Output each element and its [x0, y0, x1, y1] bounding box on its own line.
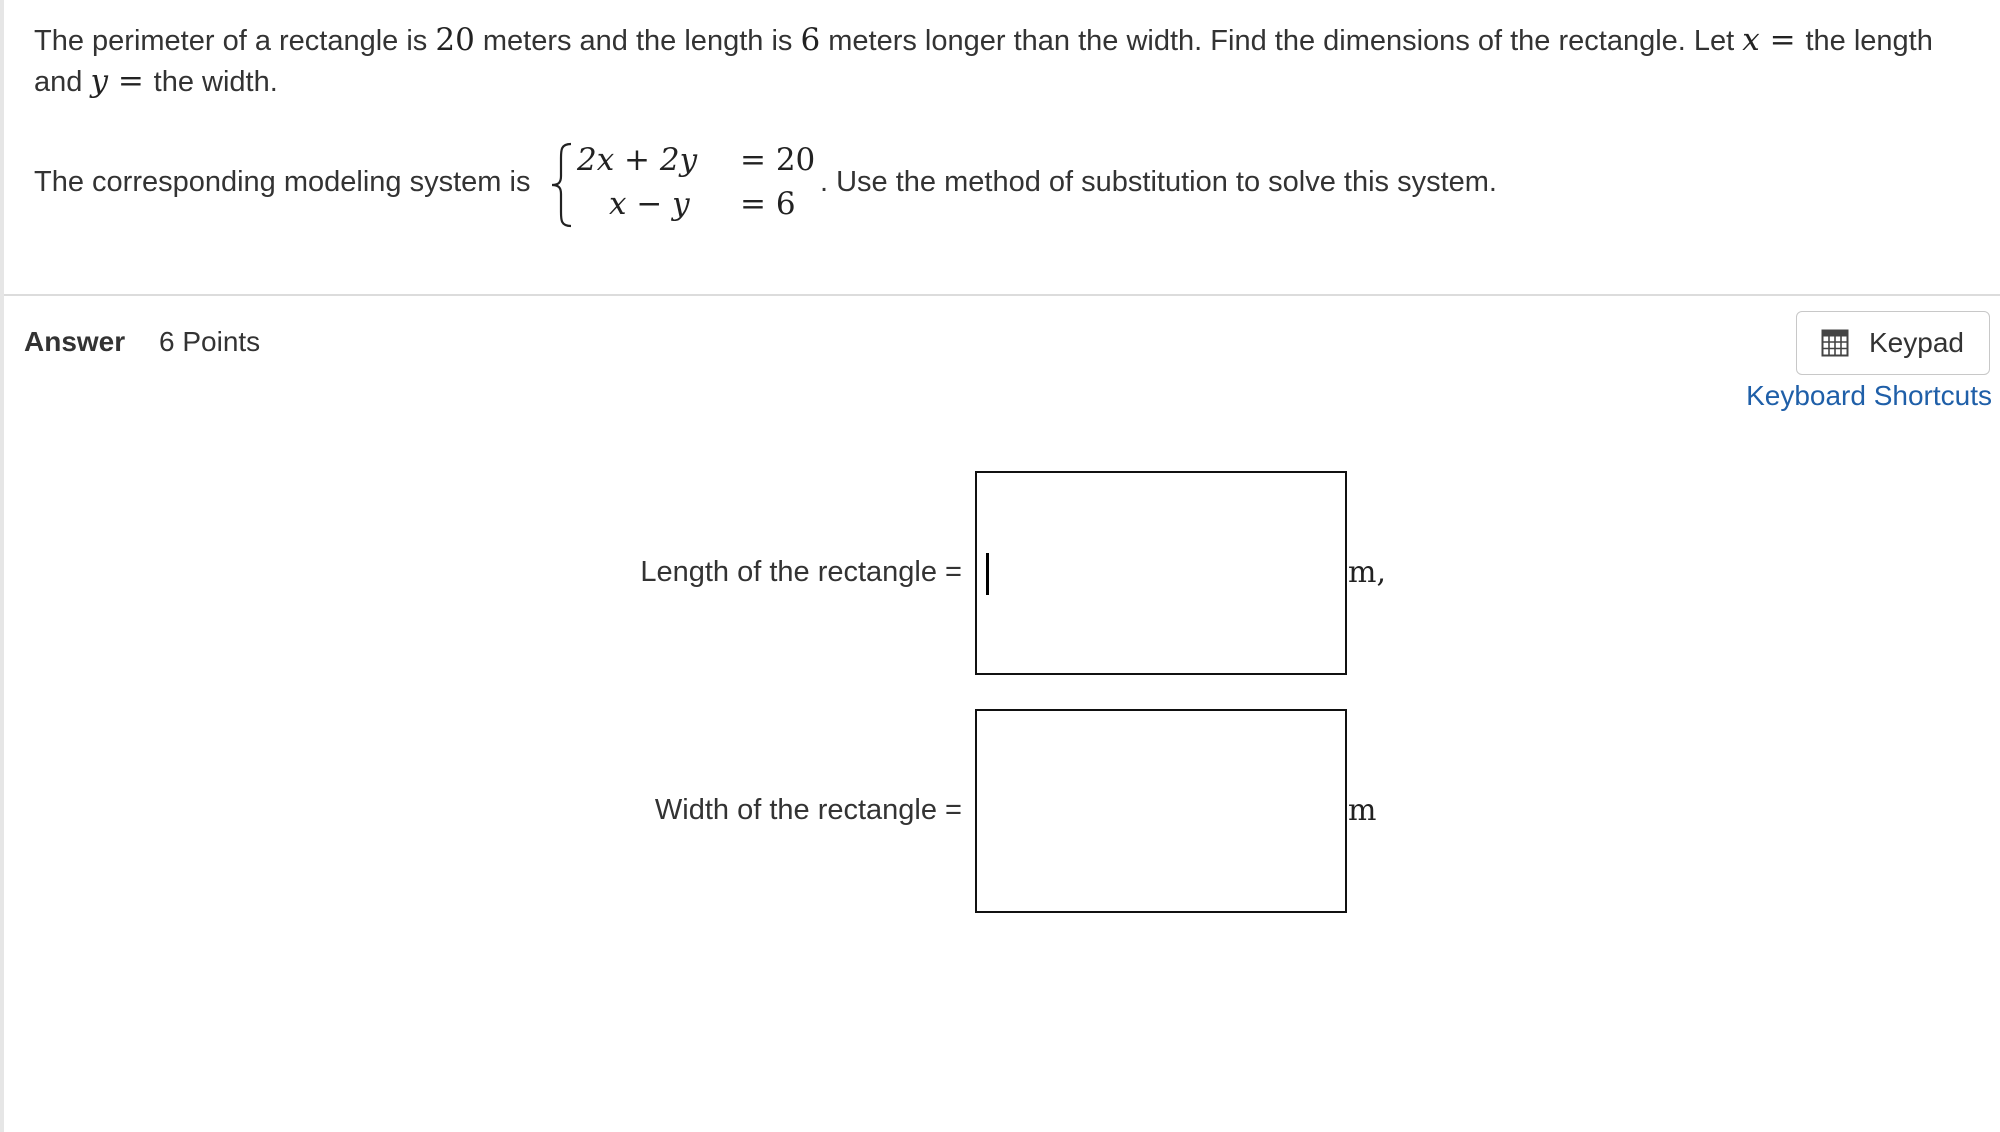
left-border	[0, 0, 4, 1132]
width-input[interactable]	[975, 709, 1347, 913]
question-part-5: the width.	[153, 66, 278, 98]
length-unit: m,	[1348, 555, 1386, 590]
equation-2-left: x − y	[609, 186, 690, 222]
equals-sign-1: =	[1759, 22, 1806, 58]
system-lead-text: The corresponding modeling system is	[34, 166, 531, 198]
calculator-icon	[1821, 329, 1849, 357]
equation-1-right: = 20	[740, 142, 816, 178]
equation-1-left: 2x + 2y	[577, 142, 698, 178]
points-label: 6 Points	[159, 326, 261, 357]
keypad-label: Keypad	[1869, 327, 1964, 358]
width-label: Width of the rectangle =	[654, 794, 962, 826]
keyboard-shortcuts-link[interactable]: Keyboard Shortcuts	[1746, 380, 1992, 411]
perimeter-value: 20	[435, 22, 475, 58]
question-part-1: The perimeter of a rectangle is	[34, 25, 436, 57]
question-text	[34, 20, 1954, 102]
width-unit: m	[1348, 793, 1377, 828]
variable-x: x	[1742, 22, 1760, 58]
difference-value: 6	[800, 22, 821, 58]
system-instruction: . Use the method of substitution to solve this system.	[820, 166, 1497, 198]
left-brace-icon	[547, 140, 577, 230]
system-statement	[34, 140, 1834, 240]
question-part-4: the length and	[34, 25, 1933, 98]
variable-y: y	[90, 63, 108, 99]
question-part-3: meters longer than the width. Find the dimensions of the rectangle. Let	[820, 25, 1743, 57]
length-label: Length of the rectangle =	[640, 556, 962, 588]
answer-heading: Answer	[24, 326, 126, 357]
keypad-button[interactable]	[1796, 311, 1990, 375]
equation-2-right: = 6	[740, 186, 796, 222]
question-part-2: meters and the length is	[474, 25, 801, 57]
length-input[interactable]	[975, 471, 1347, 675]
equals-sign-2: =	[107, 63, 154, 99]
section-divider	[4, 294, 2000, 296]
text-cursor	[986, 553, 989, 595]
